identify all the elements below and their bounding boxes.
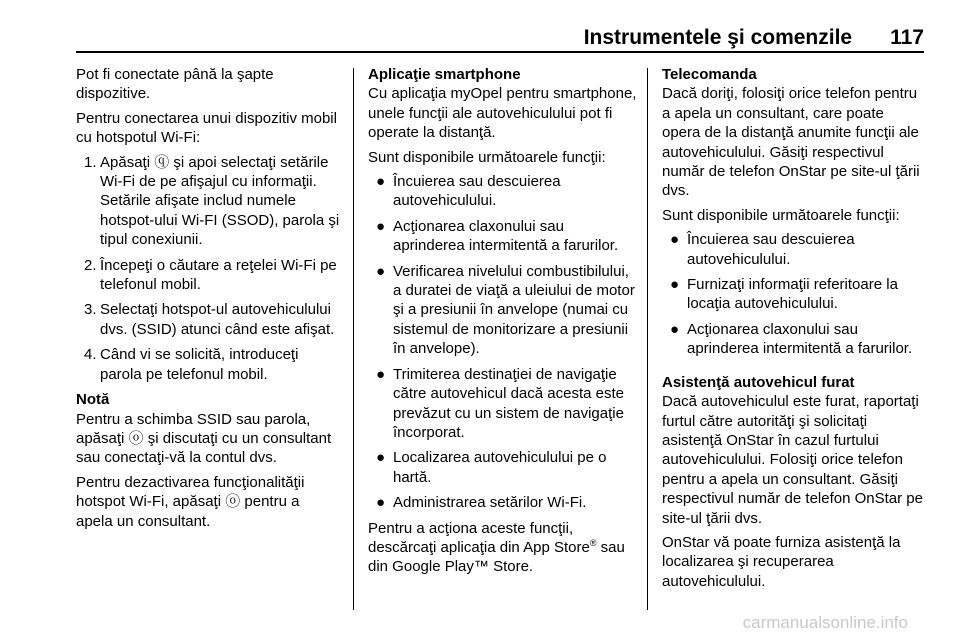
paragraph-deactivate: Pentru dezactivarea funcţionalităţii hotspot Wi-Fi, apăsaţi ⓞ pentru a apela un consultant. <box>76 473 305 530</box>
list-item <box>76 256 340 295</box>
step-text: Selectaţi hotspot-ul autovehiculului dvs. (SSID) atunci când este afişat. <box>100 301 335 338</box>
download-text-a: Pentru a acţiona aceste funcţii, descărcaţi aplicaţia din App Store <box>368 519 590 556</box>
download-text-b: sau din Google Play™ Store. <box>368 538 625 576</box>
bullet-text: Furnizaţi informaţii referitoare la locaţia autovehiculului. <box>687 276 898 313</box>
bullet-icon: ● <box>376 173 386 191</box>
bullet-text: Încuierea sau descuierea autovehiculului. <box>687 231 855 268</box>
stolen-vehicle-heading: Asistenţă autovehicul furat <box>662 373 855 391</box>
column-divider-right <box>647 68 648 610</box>
step-number: 4. <box>84 346 97 364</box>
list-item <box>368 493 638 512</box>
paragraph-functions-intro: Sunt disponibile următoarele funcţii: <box>662 206 900 224</box>
remote-functions-list <box>662 230 926 358</box>
bullet-text: Acţionarea claxonului sau aprinderea intermitentă a farurilor. <box>687 320 913 358</box>
bullet-text: Localizarea autovehiculului pe o hartă. <box>393 449 607 486</box>
page-number: 117 <box>890 26 924 49</box>
step-number: 1. <box>84 153 97 171</box>
list-item <box>662 275 926 314</box>
step-text: Când vi se solicită, introduceţi parola pe telefonul mobil. <box>100 346 299 383</box>
watermark: carmanualsonline.info <box>742 613 908 632</box>
paragraph-devices: Pot fi conectate până la şapte dispozitive. <box>76 66 274 103</box>
bullet-icon: ● <box>670 276 680 294</box>
step-text: Începeţi o căutare a reţelei Wi-Fi pe telefonul mobil. <box>100 256 337 294</box>
paragraph-download <box>368 519 638 577</box>
list-item <box>368 365 638 443</box>
column-3 <box>662 65 926 596</box>
bullet-icon: ● <box>670 320 680 338</box>
step-text: Apăsaţi ⓠ şi apoi selectaţi setările Wi-Fi de pe afişajul cu informaţii. Setările afişate includ numele hotspot-ului Wi-FI (SSOD), parola şi tipul conexiunii. <box>100 153 340 249</box>
bullet-icon: ● <box>376 365 386 383</box>
step-number: 3. <box>84 301 97 319</box>
bullet-text: Administrarea setărilor Wi-Fi. <box>393 494 587 512</box>
bullet-icon: ● <box>376 262 386 280</box>
list-item <box>662 230 926 269</box>
bullet-icon: ● <box>670 231 680 249</box>
smartphone-app-heading: Aplicaţie smartphone <box>368 66 521 83</box>
registered-mark: ® <box>589 537 597 548</box>
bullet-icon: ● <box>376 494 386 512</box>
paragraph-onstar-assist: OnStar vă poate furniza asistenţă la localizarea şi recuperarea autovehiculului. <box>662 533 901 590</box>
list-item <box>76 345 340 384</box>
note-block <box>76 390 340 468</box>
column-2 <box>368 65 638 582</box>
list-item <box>368 262 638 359</box>
bullet-text: Verificarea nivelului combustibilului, a duratei de viaţă a uleiului de motor şi a presiunii în anvelope (numai cu sistemul de monitorizare a presiunii în anvelope). <box>393 262 635 358</box>
paragraph-connect-intro: Pentru conectarea unui dispozitiv mobil cu hotspotul Wi-Fi: <box>76 109 337 147</box>
bullet-icon: ● <box>376 217 386 235</box>
bullet-icon: ● <box>376 449 386 467</box>
list-item <box>368 217 638 256</box>
list-item <box>76 300 340 339</box>
note-title: Notă <box>76 391 110 409</box>
paragraph-app-intro: Cu aplicaţia myOpel pentru smartphone, unele funcţii ale autovehiculului pot fi operate la distanţă. <box>368 85 637 142</box>
column-1 <box>76 65 340 536</box>
paragraph-stolen: Dacă autovehiculul este furat, raportaţi furtul către autorităţi şi solicitaţi asistenţă OnStar în cazul furtului autovehiculului. Folosiţi orice telefon pentru a apela un consultant. Găsiţi respectivul număr de telefon OnStar pe site-ul ţării dvs. <box>662 393 923 527</box>
list-item <box>368 448 638 487</box>
list-item <box>662 320 926 359</box>
paragraph-remote-intro: Dacă doriţi, folosiţi orice telefon pentru a apela un consultant, care poate opera de la distanţă anumite funcţii ale autovehiculului. Găsiţi respectivul număr de telefon OnStar pe site-ul ţării dvs. <box>662 85 920 200</box>
column-divider-left <box>353 68 354 610</box>
steps-list <box>76 153 340 384</box>
bullet-text: Acţionarea claxonului sau aprinderea intermitentă a farurilor. <box>393 217 619 255</box>
paragraph-functions-intro: Sunt disponibile următoarele funcţii: <box>368 148 606 166</box>
bullet-text: Trimiterea destinaţiei de navigaţie către autovehicul dacă acesta este prevăzut cu un sistem de navigaţie încorporat. <box>393 365 624 441</box>
app-functions-list <box>368 172 638 513</box>
note-text: Pentru a schimba SSID sau parola, apăsaţi ⓞ şi discutaţi cu un consultant sau conectaţi-vă la contul dvs. <box>76 410 332 467</box>
list-item <box>368 172 638 211</box>
header-rule <box>76 51 924 53</box>
step-number: 2. <box>84 256 97 274</box>
list-item <box>76 153 340 250</box>
bullet-text: Încuierea sau descuierea autovehiculului. <box>393 173 561 210</box>
remote-control-heading: Telecomanda <box>662 66 757 83</box>
section-title: Instrumentele şi comenzile <box>583 26 853 49</box>
page-header <box>76 22 924 50</box>
